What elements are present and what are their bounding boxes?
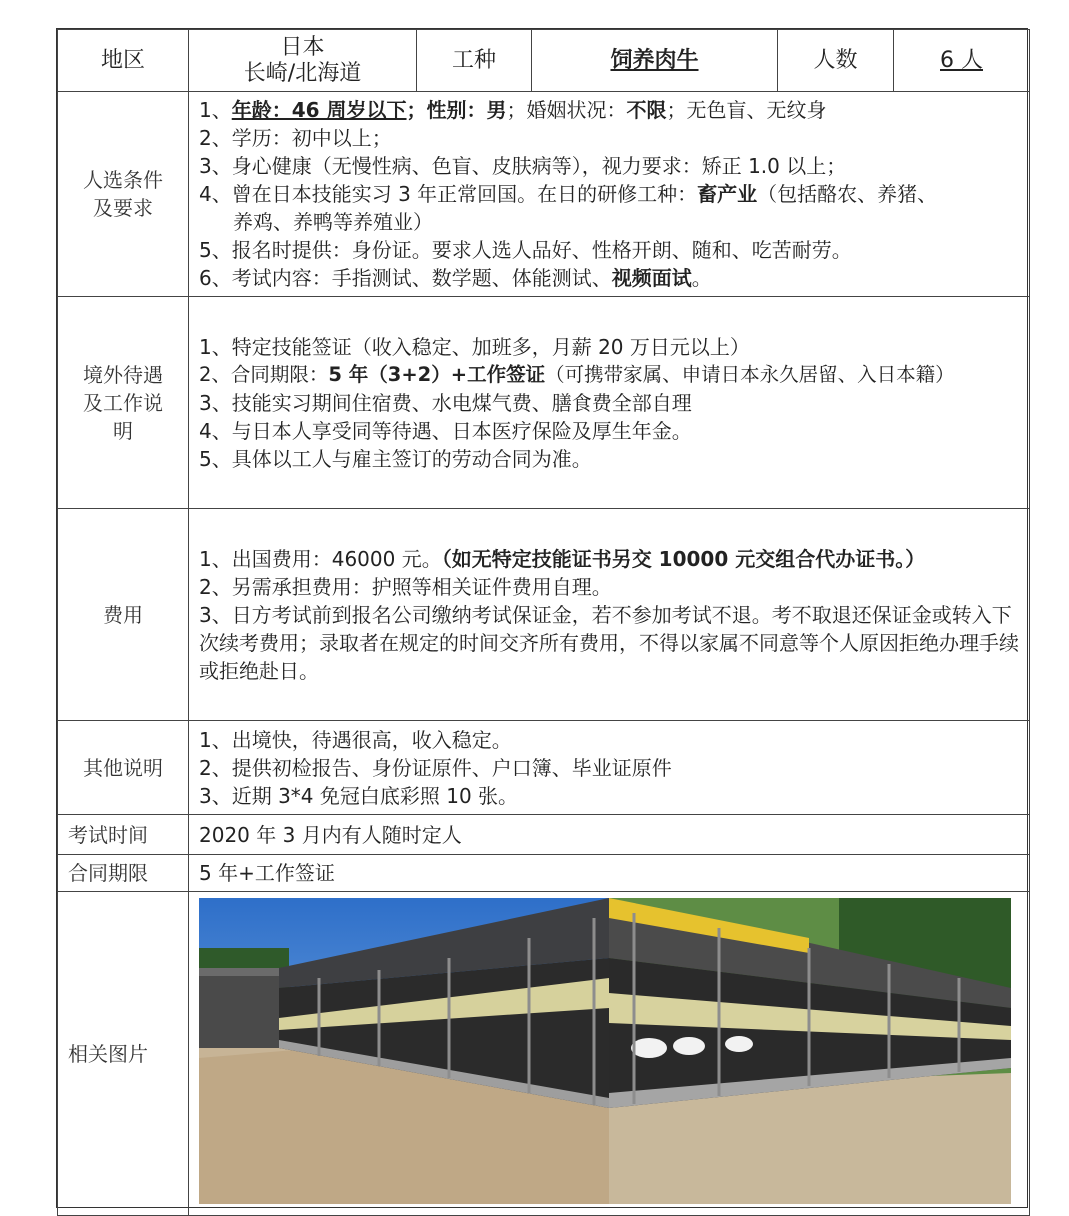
req-rest: ；无色盲、无纹身 (666, 98, 827, 122)
other-item-2: 2、提供初检报告、身份证原件、户口簿、毕业证原件 (199, 755, 672, 780)
photos-cell (189, 892, 1030, 1216)
region-label: 地区 (58, 30, 189, 92)
fee-item-1-bold: （如无特定技能证书另交 10000 元交组合代办证书。） (441, 547, 926, 571)
contract-value: 5 年+工作签证 (189, 855, 1030, 892)
treatment-label-line1: 境外待遇 (83, 362, 163, 387)
requirements-list (189, 92, 1030, 297)
contract-label: 合同期限 (58, 855, 189, 892)
req-item-1-prefix: 1、 (199, 98, 232, 122)
requirements-label (58, 92, 189, 297)
requirements-row (58, 92, 1030, 297)
job-value-cell (532, 30, 778, 92)
req-item-6-bold: 视频面试 (611, 266, 692, 290)
barn-photo-right (609, 898, 1011, 1204)
req-item-5: 5、报名时提供：身份证。要求人选人品好、性格开朗、随和、吃苦耐劳。 (199, 238, 852, 262)
treatment-label-line2: 及工作说 (83, 390, 163, 415)
treat-item-4: 4、与日本人享受同等待遇、日本医疗保险及厚生年金。 (199, 419, 692, 443)
req-marital: 不限 (626, 98, 667, 122)
count-value-cell (894, 30, 1030, 92)
treat-item-5: 5、具体以工人与雇主签订的劳动合同为准。 (199, 447, 592, 471)
other-row (58, 721, 1030, 815)
req-age: 年龄：46 周岁以下 (231, 98, 407, 122)
other-list (189, 721, 1030, 815)
req-gender: 性别：男 (426, 98, 507, 122)
barn-photo-left-image (199, 898, 609, 1204)
fee-item-1-pre: 1、出国费用：46000 元。 (199, 547, 442, 571)
req-item-2: 2、学历：初中以上； (199, 126, 392, 150)
other-item-1: 1、出境快，待遇很高，收入稳定。 (199, 727, 512, 752)
region-value (189, 30, 417, 92)
treatment-row (58, 297, 1030, 509)
form-table (57, 29, 1030, 1216)
fees-row (58, 509, 1030, 721)
exam-time-value: 2020 年 3 月内有人随时定人 (189, 815, 1030, 855)
header-row (58, 30, 1030, 92)
job-value: 饲养肉牛 (610, 47, 699, 73)
photos-container (189, 892, 1029, 1215)
fee-item-3: 3、日方考试前到报名公司缴纳考试保证金，若不参加考试不退。考不取退还保证金或转入下次续考费用；录取者在规定的时间交齐所有费用，不得以家属不同意等个人原因拒绝办理手续或拒绝赴日。 (199, 603, 1019, 683)
req-item-4 (199, 180, 1019, 208)
req-item-6-post: 。 (691, 266, 712, 290)
treat-item-2 (199, 361, 1019, 389)
requirements-label-line1: 人选条件 (83, 168, 163, 192)
count-value: 6 人 (940, 47, 983, 73)
treatment-label-line3: 明 (113, 418, 133, 443)
treat-item-2-pre: 2、合同期限： (199, 363, 329, 386)
photos-label: 相关图片 (58, 892, 189, 1216)
fees-list (189, 509, 1030, 721)
other-item-3: 3、近期 3*4 免冠白底彩照 10 张。 (199, 783, 519, 808)
fees-label: 费用 (58, 509, 189, 721)
photos-row (58, 892, 1030, 1216)
barn-photo-right-image (609, 898, 1011, 1204)
req-item-4-post: （包括酪农、养猪、 (757, 182, 938, 206)
exam-time-label: 考试时间 (58, 815, 189, 855)
region-value-line1: 日本 (280, 34, 325, 60)
count-label: 人数 (778, 30, 894, 92)
treat-item-2-bold: 5 年（3+2）+工作签证 (328, 363, 546, 386)
recruitment-form (56, 28, 1028, 1208)
other-label: 其他说明 (58, 721, 189, 815)
req-item-4-pre: 4、曾在日本技能实习 3 年正常回国。在日的研修工种： (199, 182, 698, 206)
treatment-list (189, 297, 1030, 509)
fee-item-1 (199, 545, 1019, 573)
req-item-3: 3、身心健康（无慢性病、色盲、皮肤病等），视力要求：矫正 1.0 以上； (199, 154, 847, 178)
req-sep2: ；婚姻状况： (506, 98, 627, 122)
exam-time-row (58, 815, 1030, 855)
treat-item-1: 1、特定技能签证（收入稳定、加班多，月薪 20 万日元以上） (199, 335, 750, 359)
req-item-6-pre: 6、考试内容：手指测试、数学题、体能测试、 (199, 266, 612, 290)
req-sep1: ； (406, 98, 427, 122)
treat-item-3: 3、技能实习期间住宿费、水电煤气费、膳食费全部自理 (199, 391, 692, 415)
barn-photo-left (199, 898, 609, 1204)
requirements-label-line2: 及要求 (93, 196, 153, 220)
job-label: 工种 (417, 30, 532, 92)
treat-item-2-post: （可携带家属、申请日本永久居留、入日本籍） (545, 363, 955, 386)
fee-item-2: 2、另需承担费用：护照等相关证件费用自理。 (199, 575, 612, 599)
region-value-line2: 长崎/北海道 (243, 60, 362, 86)
treatment-label (58, 297, 189, 509)
req-item-4-bold: 畜产业 (697, 182, 758, 206)
req-item-1 (199, 96, 1019, 124)
contract-row (58, 855, 1030, 892)
req-item-4-cont: 养鸡、养鸭等养殖业） (233, 210, 433, 234)
req-item-6 (199, 264, 1019, 292)
